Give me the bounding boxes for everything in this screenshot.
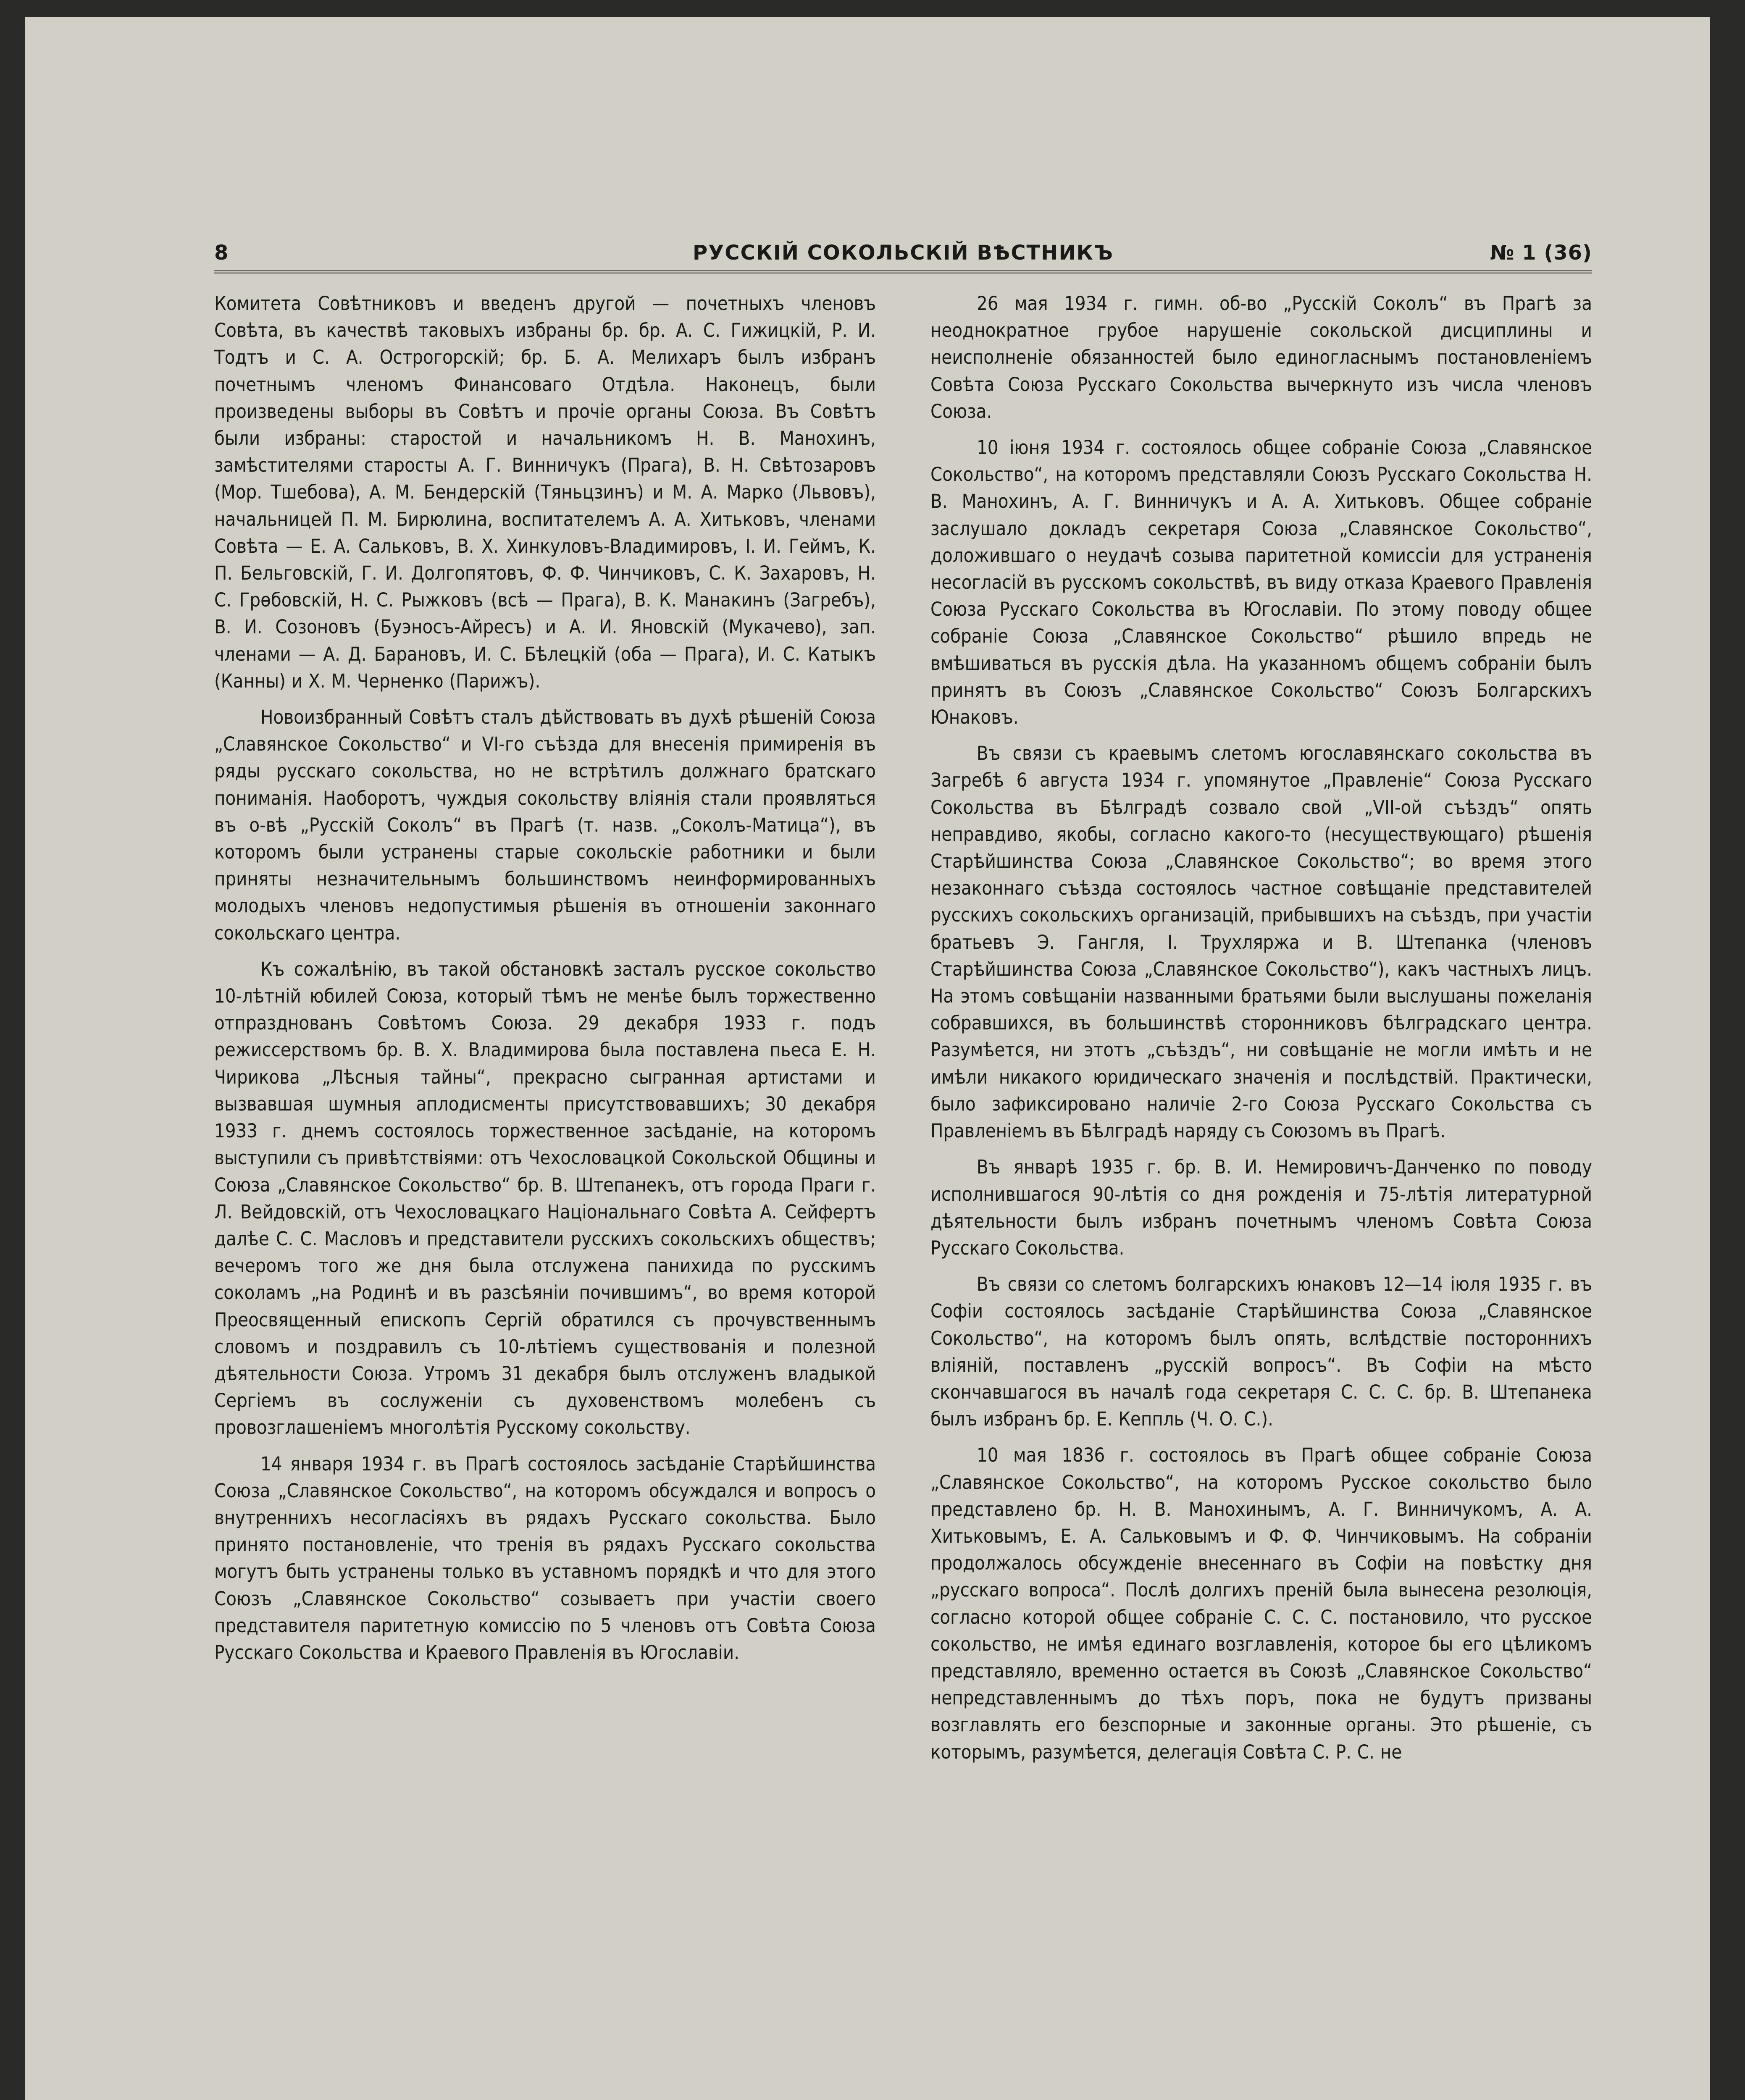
paragraph: 10 іюня 1934 г. состоялось общее собраніе Союза „Славянское Сокольство“, на которомъ представляли Союзъ Русскаго Сокольства Н. В. Манохинъ, А. Г. Винничукъ и А. А. Хитьковъ. Общее собраніе заслушало докладъ секретаря Союза „Славянское Сокольство“, доложившаго о неудачѣ созыва паритетной комиссіи для устраненія несогласій въ русскомъ сокольствѣ, въ виду отказа Краевого Правленія Союза Русскаго Сокольства въ Югославіи. По этому поводу общее собраніе Союза „Славянское Сокольство“ рѣшило впредь не вмѣшиваться въ русскія дѣла. На указанномъ общемъ собраніи былъ принятъ въ Союзъ „Славянское Сокольство“ Союзъ Болгарскихъ Юнаковъ. [930,436,1592,729]
paragraph: 14 января 1934 г. въ Прагѣ состоялось засѣданіе Старѣйшинства Союза „Славянское Сокольство“, на которомъ обсуждался и вопросъ о внутреннихъ несогласіяхъ въ рядахъ Русскаго сокольства. Было принято постановленіе, что тренія въ рядахъ Русскаго сокольства могутъ быть устранены только въ уставномъ порядкѣ и что для этого Союзъ „Славянское Сокольство“ созываетъ при участіи своего представителя паритетную комиссію по 5 членовъ отъ Совѣта Союза Русскаго Сокольства и Краевого Правленія въ Югославіи. [214,1452,876,1664]
page-number: 8 [214,241,229,265]
issue-number: № 1 (36) [1490,241,1592,265]
right-column [930,290,1592,1775]
left-column [214,290,876,1775]
paragraph: Въ январѣ 1935 г. бр. В. И. Немировичъ-Данченко по поводу исполнившагося 90-лѣтія со дня рожденія и 75-лѣтія литературной дѣятельности былъ избранъ почетнымъ членомъ Совѣта Союза Русскаго Сокольства. [930,1156,1592,1259]
paragraph: Въ связи со слетомъ болгарскихъ юнаковъ 12—14 іюля 1935 г. въ Софіи состоялось засѣданіе Старѣйшинства Союза „Славянское Сокольство“, на которомъ былъ опять, вслѣдствіе постороннихъ вліяній, поставленъ „русскій вопросъ“. Въ Софіи на мѣсто скончавшагося въ началѣ года секретаря С. С. С. бр. В. Штепанека былъ избранъ бр. Е. Кеппль (Ч. О. С.). [930,1273,1592,1431]
scanned-page [25,17,1710,2100]
paragraph: 10 мая 1836 г. состоялось въ Прагѣ общее собраніе Союза „Славянское Сокольство“, на которомъ Русское сокольство было представлено бр. Н. В. Манохинымъ, А. Г. Винничукомъ, А. А. Хитьковымъ, Е. А. Сальковымъ и Ф. Ф. Чинчиковымъ. На собраніи продолжалось обсужденіе внесеннаго въ Софіи на повѣстку дня „русскаго вопроса“. Послѣ долгихъ преній была вынесена резолюція, согласно которой общее собраніе С. С. С. постановило, что русское сокольство, не имѣя единаго возглавленія, которое бы его цѣликомъ представляло, временно остается въ Союзѣ „Славянское Сокольство“ непредставленнымъ до тѣхъ поръ, пока не будутъ призваны возглавлять его безспорные и законные органы. Это рѣшеніе, съ которымъ, разумѣется, делегація Совѣта С. Р. С. не [930,1444,1592,1763]
running-header [214,223,1592,273]
journal-title: РУССКIЙ СОКОЛЬСКIЙ ВѢСТНИКЪ [693,241,1114,265]
paragraph: Новоизбранный Совѣтъ сталъ дѣйствовать въ духѣ рѣшеній Союза „Славянское Сокольство“ и VI-го съѣзда для внесенія примиренія въ ряды русскаго сокольства, но не встрѣтилъ должнаго братскаго пониманія. Наоборотъ, чуждыя сокольству вліянія стали проявляться въ о-вѣ „Русскій Соколъ“ въ Прагѣ (т. назв. „Соколъ-Матица“), въ которомъ были устранены старые сокольскіе работники и были приняты незначительнымъ большинствомъ неинформированныхъ молодыхъ членовъ недопустимыя рѣшенія въ отношеніи законнаго сокольскаго центра. [214,706,876,944]
paragraph: Въ связи съ краевымъ слетомъ югославянскаго сокольства въ Загребѣ 6 августа 1934 г. упомянутое „Правленіе“ Союза Русскаго Сокольства въ Бѣлградѣ созвало свой „VII-ой съѣздъ“ опять неправдиво, якобы, согласно какого-то (несуществующаго) рѣшенія Старѣйшинства Союза „Славянское Сокольство“; во время этого незаконнаго съѣзда состоялось частное совѣщаніе представителей русскихъ сокольскихъ организацій, прибывшихъ на съѣздъ, при участіи братьевъ Э. Гангля, І. Трухляржа и В. Штепанка (членовъ Старѣйшинства Союза „Славянское Сокольство“), какъ частныхъ лицъ. На этомъ совѣщаніи названными братьями были выслушаны пожеланія собравшихся, въ большинствѣ сторонниковъ бѣлградскаго центра. Разумѣется, ни этотъ „съѣздъ“, ни совѣщаніе не могли имѣть и не имѣли никакого юридическаго значенія и послѣдствій. Практически, было зафиксировано наличіе 2-го Союза Русскаго Сокольства съ Правленіемъ въ Бѣлградѣ наряду съ Союзомъ въ Прагѣ. [930,742,1592,1142]
paragraph: 26 мая 1934 г. гимн. об-во „Русскій Соколъ“ въ Прагѣ за неоднократное грубое нарушеніе сокольской дисциплины и неисполненіе обязанностей было единогласнымъ постановленіемъ Совѣта Союза Русскаго Сокольства вычеркнуто изъ числа членовъ Союза. [930,292,1592,423]
paragraph: Комитета Совѣтниковъ и введенъ другой — почетныхъ членовъ Совѣта, въ качествѣ таковыхъ избраны бр. бр. А. С. Гижицкій, Р. И. Тодтъ и С. А. Острогорскій; бр. Б. А. Мелихаръ былъ избранъ почетнымъ членомъ Финансоваго Отдѣла. Наконецъ, были произведены выборы въ Совѣтъ и прочіе органы Союза. Въ Совѣтъ были избраны: старостой и начальникомъ Н. В. Манохинъ, замѣстителями старосты А. Г. Винничукъ (Прага), В. Н. Свѣтозаровъ (Мор. Тшебова), А. М. Бендерскій (Тяньцзинъ) и М. А. Марко (Львовъ), начальницей П. М. Бирюлина, воспитателемъ А. А. Хитьковъ, членами Совѣта — Е. А. Сальковъ, В. Х. Хинкуловъ-Владимировъ, І. И. Геймъ, К. П. Бельговскій, Г. И. Долгопятовъ, Ф. Ф. Чинчиковъ, С. К. Захаровъ, Н. С. Грѳбовскій, Н. С. Рыжковъ (всѣ — Прага), В. К. Манакинъ (Загребъ), В. И. Созоновъ (Буэносъ-Айресъ) и А. И. Яновскій (Мукачево), зап. членами — А. Д. Барановъ, И. С. Бѣлецкій (оба — Прага), И. С. Катыкъ (Канны) и Х. М. Черненко (Парижъ). [214,292,876,692]
text-columns [214,290,1592,1775]
article-page [214,223,1592,2100]
paragraph: Къ сожалѣнію, въ такой обстановкѣ засталъ русское сокольство 10-лѣтній юбилей Союза, который тѣмъ не менѣе былъ торжественно отпразднованъ Совѣтомъ Союза. 29 декабря 1933 г. подъ режиссерствомъ бр. В. Х. Владимирова была поставлена пьеса Е. Н. Чирикова „Лѣсныя тайны“, прекрасно сыгранная артистами и вызвавшая шумныя аплодисменты присутствовавшихъ; 30 декабря 1933 г. днемъ состоялось торжественное засѣданіе, на которомъ выступили съ привѣтствіями: отъ Чехословацкой Сокольской Общины и Союза „Славянское Сокольство“ бр. В. Штепанекъ, отъ города Праги г. Л. Вейдовскій, отъ Чехословацкаго Національнаго Совѣта А. Сейфертъ далѣе С. С. Масловъ и представители русскихъ сокольскихъ обществъ; вечеромъ того же дня была отслужена панихида по русскимъ соколамъ „на Родинѣ и въ разсѣяніи почившимъ“, во время которой Преосвященный епископъ Сергій обратился съ прочувственнымъ словомъ и поздравилъ съ 10-лѣтіемъ существованія и полезной дѣятельности Союза. Утромъ 31 декабря былъ отслуженъ владыкой Сергіемъ въ сослуженіи съ духовенствомъ молебенъ съ провозглашеніемъ многолѣтія Русскому сокольству. [214,958,876,1439]
